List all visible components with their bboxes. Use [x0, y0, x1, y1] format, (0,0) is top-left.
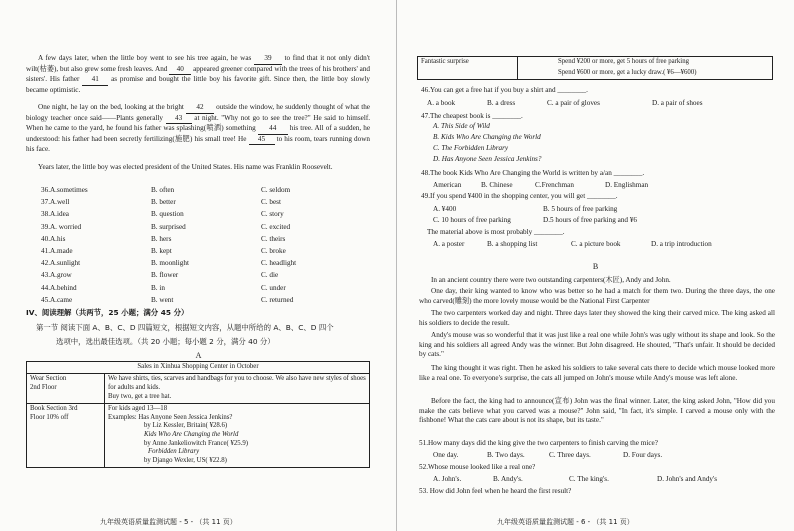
option: D. Englishman [605, 181, 649, 189]
text: Kids Who Are Changing the World [144, 430, 239, 438]
text: by Anne Jankeliowitch France( ¥25.9) [144, 439, 249, 447]
text: by Liz Kessler, Britain( ¥28.6) [144, 422, 228, 430]
option: B. flower [151, 271, 179, 280]
question-52: 52.Whose mouse looked like a real one? [419, 463, 536, 471]
cloze-paragraph-3: Years later, the little boy was elected president of the United States. His name was Franklin Roosevelt. [38, 163, 333, 171]
question-51: 51.How many days did the king give the two carpenters to finish carving the mice? [419, 439, 658, 447]
option: One day. [433, 451, 459, 459]
option: C. a picture book [571, 240, 621, 248]
option: 45.A.came [41, 295, 73, 304]
option: C. a pair of gloves [547, 99, 600, 107]
option: A. This Side of Wild [433, 122, 490, 130]
sales-table [26, 361, 370, 468]
blank-41: 41 [82, 75, 108, 86]
text: at night. "Why not go to see the tree?" He said to himself. When he came to the yard, he found his father was splashing(喷洒) something [26, 113, 371, 132]
question-49: 49.If you spend ¥400 in the shopping center, you will get ________. [421, 192, 618, 200]
question-48: 48.The book Kids Who Are Changing the World is written by a/an ________. [421, 169, 645, 177]
option: D. John's and Andy's [657, 475, 718, 483]
question-46: 46.You can get a free hat if you buy a shirt and ________. [421, 86, 588, 94]
option: B. kept [151, 246, 172, 255]
question-48-options [433, 181, 648, 191]
text: as promise and bought the little boy his favorite gift. Since then, the little boy slowly became optimistic. [26, 75, 370, 94]
option: C. best [261, 198, 281, 207]
blank-39: 39 [254, 54, 282, 65]
question-50-options [433, 240, 712, 250]
option: C. die [261, 271, 279, 280]
option: C. under [261, 283, 286, 292]
passage-b-paragraph-3: The two carpenters worked day and night. Three days later they showed the king their carved mice. The king asked all his soldiers to decide the result. [419, 309, 775, 327]
option: C. The Forbidden Library [433, 144, 509, 152]
text: his tree. All of a sudden, he understood: his father had been secretly fertilizing(施肥) his small tree! He [26, 124, 371, 143]
option: B. a shopping list [487, 240, 538, 248]
option: D.5 hours of free parking and ¥6 [543, 216, 638, 224]
text: One night, he lay on the bed, looking at the bright [38, 103, 184, 111]
wear-section-cell [27, 373, 105, 403]
text: Forbidden Library [148, 448, 200, 456]
parking-offer: Spend ¥200 or more, get 5 hours of free parking [518, 57, 773, 68]
text: We have shirts, ties, scarves and handbags for you to choose. We also have new styles of shoes for adults and kids. [108, 374, 366, 391]
text: by Django Wexler, US( ¥22.8) [144, 457, 227, 464]
option: B. 5 hours of free parking [543, 205, 618, 213]
option: C. story [261, 210, 284, 219]
passage-b-paragraph-5: The king thought it was right. Then he asked his soldiers to take several cats there to decide which mouse looked more like a real one. To everyone's surprise, the cats all jumped on John's mouse while Andy's mouse was left alone. [419, 364, 775, 382]
passage-b-paragraph-1: In an ancient country there were two outstanding carpenters(木匠), Andy and John. [431, 276, 671, 284]
blank-42: 42 [186, 103, 214, 114]
option: B. Andy's. [493, 475, 523, 483]
text: A few days later, when the little boy went to see his tree again, he was [38, 54, 252, 62]
option: D. Has Anyone Seen Jessica Jenkins? [433, 155, 542, 163]
cloze-paragraph-2 [26, 103, 370, 155]
option: D. a pair of shoes [652, 99, 703, 107]
question-47: 47.The cheapest book is ________. [421, 112, 523, 120]
sales-table-title: Sales in Xinhua Shopping Center in October [27, 362, 370, 374]
option: B. surprised [151, 222, 186, 231]
fantastic-surprise-label: Fantastic surprise [418, 57, 518, 80]
text: 2nd Floor [30, 383, 57, 391]
text: Examples: Has Anyone Seen Jessica Jenkins? [108, 413, 233, 421]
option: C. seldom [261, 186, 291, 194]
cloze-paragraph-1 [26, 54, 370, 95]
question-46-options [427, 99, 703, 109]
part-1-instruction-line-2: 选项中，选出最佳选项。（共 20 小题；每小题 2 分，满分 40 分） [56, 337, 275, 346]
option: B. question [151, 210, 184, 219]
option: B. better [151, 198, 176, 207]
question-50: The material above is most probably ________. [427, 228, 565, 236]
option: C. broke [261, 246, 286, 255]
text: Wear Section [30, 374, 67, 382]
section-4-heading: IV、阅读理解（共两节，25 小题；满分 45 分） [26, 308, 189, 317]
option: A. a book [427, 99, 456, 107]
option: C. The king's. [569, 475, 609, 483]
text: For kids aged 13—18 [108, 404, 168, 412]
option: B. often [151, 186, 175, 194]
option: C. Three days. [549, 451, 591, 459]
passage-a-label: A [195, 351, 202, 360]
passage-b-paragraph-4: Andy's mouse was so wonderful that it was just like a real one while John's was ugly without its shape and look. So the king and his soldiers all agreed Andy was the winner. But John disagreed. He shouted, "That's unfair. It should be decided by cats." [419, 331, 775, 358]
text: Floor 10% off [30, 413, 69, 421]
right-page [397, 0, 794, 531]
option: B. moonlight [151, 259, 189, 268]
option: B. went [151, 295, 174, 304]
option: A. a poster [433, 240, 465, 248]
option: B. in [151, 283, 165, 292]
book-section-detail [105, 403, 370, 467]
text: Buy two, get a tree hat. [108, 392, 172, 400]
question-52-options [433, 475, 717, 485]
option: C. theirs [261, 234, 286, 243]
option: B. Kids Who Are Changing the World [433, 133, 541, 141]
option: 37.A.well [41, 198, 70, 207]
fantastic-surprise-table [417, 56, 773, 80]
option: B. Chinese [481, 181, 513, 189]
option: D. Four days. [623, 451, 663, 459]
text: outside the window, he suddenly thought of what the biology teacher once said——Plants generally [26, 103, 370, 122]
option: B. a dress [487, 99, 516, 107]
text: to his room, tears running down his face. [26, 134, 370, 153]
option: 39.A. worried [41, 222, 82, 231]
wear-section-detail [105, 373, 370, 403]
option: 44.A.behind [41, 283, 77, 292]
question-53: 53. How did John feel when he heard the first result? [419, 487, 572, 495]
cloze-options [41, 186, 361, 308]
passage-b-paragraph-6: Before the fact, the king had to announce(宣布) John was the final winner. Later, the king asked John, "How did you make the cats believe what you carved was a mouse?" John said, "In fact, it's simple. I carved a mouse only with the fishbone! What the cats care about is not its shape, but its taste." [419, 397, 775, 424]
option: C. headlight [261, 259, 297, 268]
blank-44: 44 [258, 124, 288, 135]
option: C. excited [261, 222, 291, 231]
option: C. returned [261, 295, 294, 304]
option: 41.A.made [41, 246, 73, 255]
passage-b-paragraph-2: One day, their king wanted to know who was better so he had a match for them two. During the three days, the one who carved(雕刻) the more lovely mouse would be the National First Carpenter [419, 287, 775, 305]
page-footer-left: 九年级英语质量监测试题 - 5 - （共 11 页） [100, 517, 237, 526]
book-section-cell [27, 403, 105, 467]
blank-45: 45 [249, 135, 275, 146]
text: Book Section 3rd [30, 404, 78, 412]
option: C. 10 hours of free parking [433, 216, 511, 224]
question-51-options [433, 451, 662, 461]
question-49-options-row-1 [433, 205, 617, 215]
text: appeared greener compared with the trees of his brothers' and sisters'. His father [26, 64, 371, 83]
option: 43.A.grow [41, 271, 72, 280]
option: D. a trip introduction [651, 240, 712, 248]
option: 38.A.idea [41, 210, 69, 219]
question-49-options-row-2 [433, 216, 637, 226]
option: B. hers [151, 234, 172, 243]
text: to find that it not only didn't wilt(枯萎), but also grew some fresh leaves. And [26, 54, 371, 73]
page-footer-right: 九年级英语质量监测试题 - 6 - （共 11 页） [497, 517, 634, 526]
option: A. John's. [433, 475, 462, 483]
blank-40: 40 [169, 65, 191, 76]
option: B. Two days. [487, 451, 525, 459]
option: 42.A.sunlight [41, 259, 81, 268]
option: 36.A.sometimes [41, 186, 88, 194]
option: A. ¥400 [433, 205, 457, 213]
blank-43: 43 [166, 114, 192, 125]
passage-b-label: B [592, 262, 599, 271]
option: 40.A.his [41, 234, 66, 243]
option: American [433, 181, 462, 189]
lucky-draw-offer: Spend ¥600 or more, get a lucky draw.( ¥6—¥600) [518, 68, 773, 79]
option: C.Frenchman [535, 181, 574, 189]
part-1-instruction-line-1: 第一节 阅读下面 A、B、C、D 四篇短文，根据短文内容，从题中所给的 A、B、C、D 四个 [36, 323, 334, 332]
